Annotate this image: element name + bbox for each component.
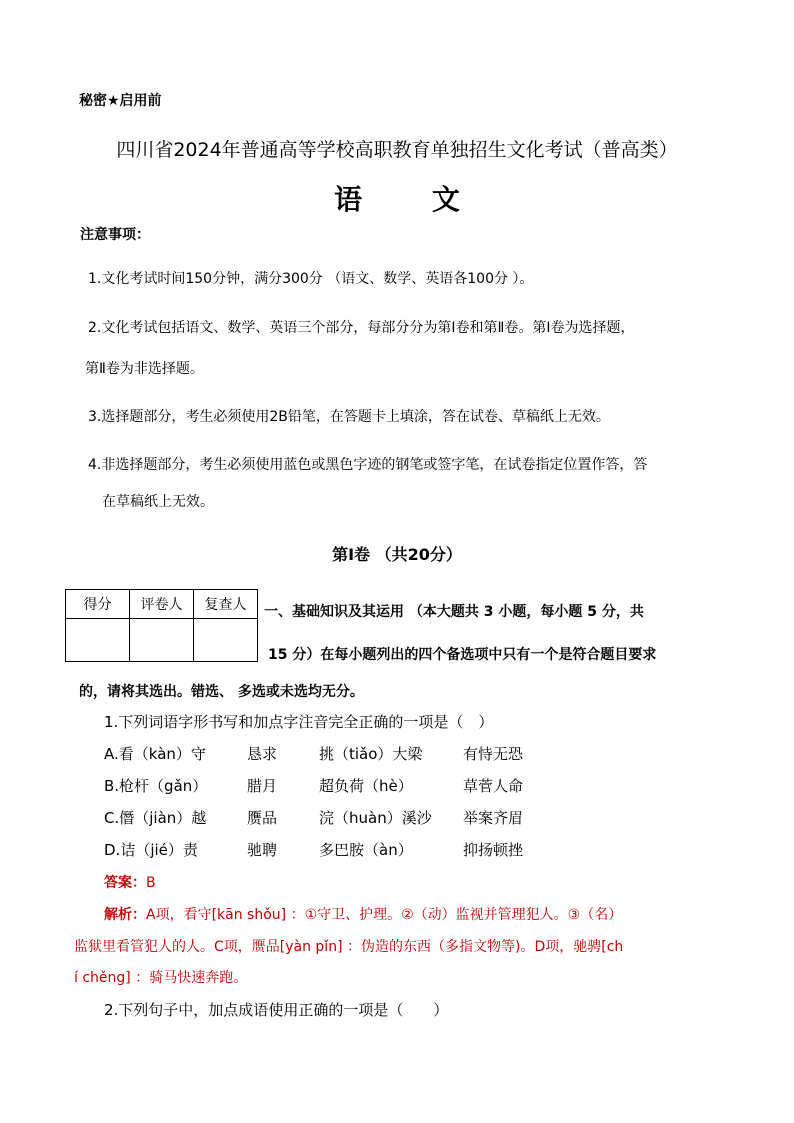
- answer-label: 答案：: [104, 875, 146, 891]
- analysis-line-2: 监狱里看管犯人的人。C项，赝品[yàn pǐn] ：伪造的东西（多指文物等)。D项，驰骋[ch: [74, 939, 624, 955]
- notice-heading: 注意事项：: [80, 227, 150, 243]
- reviewer-header: 复查人: [194, 590, 258, 619]
- option-d-word-2: 驰聘: [247, 841, 278, 859]
- part-title: 第Ⅰ卷 （共20分）: [332, 545, 462, 564]
- exam-title: 四川省2024年普通高等学校高职教育单独招生文化考试（普高类）: [116, 139, 678, 161]
- option-b-word-2: 腊月: [247, 777, 278, 795]
- option-d-word-4: 抑扬顿挫: [463, 841, 524, 859]
- notice-item-4-cont: 在草稿纸上无效。: [102, 494, 214, 510]
- notice-item-1: 1.文化考试时间150分钟，满分300分 （语文、数学、英语各100分 ）。: [88, 271, 534, 287]
- option-d-word-3: 多巴胺（àn）: [319, 841, 413, 859]
- subject-title: 语 文: [334, 183, 490, 216]
- option-a-word-1: A.看（kàn）守: [104, 745, 206, 763]
- option-b-word-4: 草菅人命: [463, 777, 524, 795]
- section-instructions: 15 分）在每小题列出的四个备选项中只有一个是符合题目要求: [268, 647, 657, 663]
- confidential-label: 秘密★启用前: [79, 93, 162, 109]
- notice-item-3: 3.选择题部分，考生必须使用2B铅笔，在答题卡上填涂，答在试卷、草稿纸上无效。: [88, 409, 610, 425]
- reviewer-cell: [194, 619, 258, 662]
- grader-cell: [130, 619, 194, 662]
- question-2-stem: 2.下列句子中，加点成语使用正确的一项是（ ）: [104, 1001, 449, 1019]
- score-header: 得分: [66, 590, 130, 619]
- score-table: [65, 589, 258, 662]
- analysis-line-3: í chěng] ：骑马快速奔跑。: [74, 970, 248, 986]
- option-a-word-3: 挑（tiǎo）大梁: [319, 745, 423, 763]
- score-cell: [66, 619, 130, 662]
- option-a-word-4: 有恃无恐: [463, 745, 524, 763]
- option-c-word-4: 举案齐眉: [463, 809, 524, 827]
- grader-header: 评卷人: [130, 590, 194, 619]
- option-b-word-3: 超负荷（hè）: [319, 777, 413, 795]
- analysis-label: 解析：: [104, 907, 146, 923]
- section-heading: 一、基础知识及其运用 （本大题共 3 小题，每小题 5 分，共: [264, 604, 644, 620]
- analysis-line-1: [104, 904, 622, 924]
- analysis-text-1: A项，看守[kān shǒu] ：①守卫、护理。②（动）监视并管理犯人。③（名）: [146, 907, 623, 923]
- option-d-word-1: D.诘（jié）责: [104, 841, 198, 859]
- section-instructions-cont: 的，请将其选出。错选、 多选或未选均无分。: [79, 684, 364, 700]
- option-c-word-2: 赝品: [247, 809, 278, 827]
- answer-line: [104, 872, 156, 892]
- notice-item-4: 4.非选择题部分，考生必须使用蓝色或黑色字迹的钢笔或签字笔，在试卷指定位置作答，答: [88, 457, 648, 473]
- question-1-stem: 1.下列词语字形书写和加点字注音完全正确的一项是（ ）: [104, 713, 494, 731]
- answer-value: B: [146, 875, 156, 891]
- notice-item-2-cont: 第Ⅱ卷为非选择题。: [85, 361, 204, 377]
- option-b-word-1: B.枪杆（gǎn）: [104, 777, 208, 795]
- notice-item-2: 2.文化考试包括语文、数学、英语三个部分，每部分分为第Ⅰ卷和第Ⅱ卷。第Ⅰ卷为选择题，: [88, 320, 635, 336]
- option-c-word-3: 浣（huàn）溪沙: [319, 809, 432, 827]
- option-c-word-1: C.僭（jiàn）越: [104, 809, 207, 827]
- option-a-word-2: 恳求: [247, 745, 278, 763]
